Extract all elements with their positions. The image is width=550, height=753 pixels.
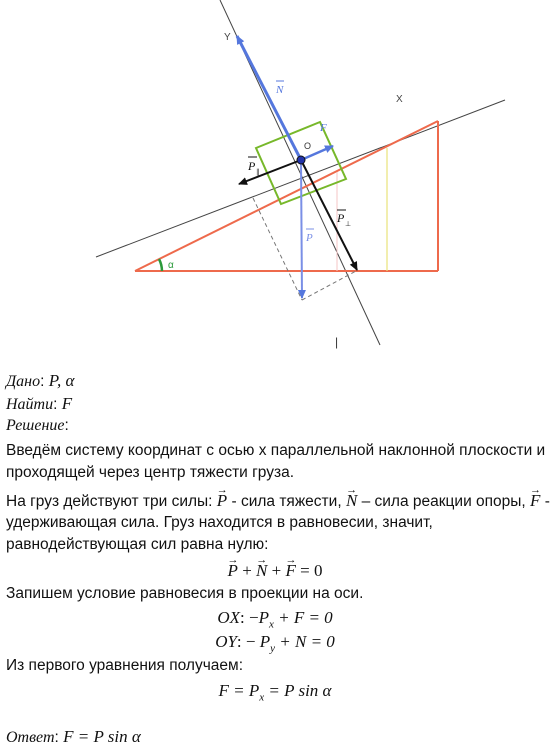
solution-sep: : (64, 417, 69, 434)
dashed-line-2 (302, 271, 356, 300)
given-value: P, α (48, 371, 75, 390)
answer-value: F = P sin α (63, 727, 141, 746)
eq-rest: = 0 (295, 561, 323, 580)
ox-rest: + F = 0 (273, 608, 333, 627)
vec-p: → P (217, 491, 227, 511)
first-eq-intro: Из первого уравнения получаем: (6, 657, 244, 674)
para2-a: На груз действуют три силы: (6, 493, 217, 510)
eq-plus2: + (267, 561, 286, 580)
angle-label: α (168, 260, 174, 271)
para2-line3: равнодействующая сил равна нулю: (6, 536, 269, 553)
weight-label: P (306, 232, 313, 244)
para2-b: - сила тяжести, (227, 493, 346, 510)
p-par-sub-label: ∥ (256, 168, 260, 176)
equation-vector-sum (0, 561, 550, 581)
tick-label: | (335, 335, 339, 349)
normal-vector (237, 36, 301, 160)
find-line (6, 394, 72, 415)
ox-p: P (258, 608, 269, 627)
para2-line1 (6, 491, 550, 512)
solution-line (6, 416, 69, 436)
result-rhs: = P sin α (264, 681, 332, 700)
oy-rest: + N = 0 (275, 632, 335, 651)
find-label: Найти (6, 396, 54, 413)
incline-force-diagram (0, 0, 550, 360)
result-lhs: F = (218, 681, 249, 700)
oy-colon: : − (236, 632, 260, 651)
find-sep: : (53, 396, 62, 413)
para2-line2: удерживающая сила. Груз находится в равновесии, значит, (6, 514, 433, 531)
para1-line1: Введём систему координат с осью x параллельной наклонной плоскости и (6, 442, 546, 459)
given-line (6, 371, 74, 392)
para2-d: - (540, 493, 550, 510)
eq-plus1: + (237, 561, 257, 580)
eq-vec-f: → F (285, 561, 295, 581)
normal-label: N (276, 84, 284, 96)
given-sep: : (40, 373, 49, 390)
answer-line (6, 727, 141, 748)
ox-sub: x (268, 618, 274, 631)
oy-sub: y (270, 642, 276, 655)
given-label: Дано (6, 373, 41, 390)
x-axis-label: X (396, 94, 403, 105)
force-label: F (320, 122, 327, 134)
p-perp-label: P (337, 211, 345, 225)
dashed-line-1 (253, 198, 302, 300)
oy-axis: OY (215, 632, 237, 651)
oy-p: P (259, 632, 271, 651)
ox-axis: OX (217, 608, 240, 627)
p-par-label: P (248, 159, 256, 173)
ox-colon: : − (240, 608, 259, 627)
result-p: P (248, 681, 260, 700)
y-axis-label: Y (224, 32, 231, 43)
para2-c: – сила реакции опоры, (357, 493, 531, 510)
vec-n: → N (346, 491, 357, 511)
equation-ox (0, 608, 550, 634)
p-perp-vector (301, 160, 357, 270)
find-value: F (61, 394, 73, 413)
answer-label: Ответ (6, 729, 55, 746)
eq-vec-p: → P (228, 561, 238, 581)
para1-line2: проходящей через центр тяжести груза. (6, 464, 295, 481)
center-point (297, 156, 305, 164)
answer-sep: : (54, 729, 64, 746)
equation-oy (0, 632, 550, 658)
angle-arc (159, 259, 162, 271)
center-label: O (304, 141, 312, 151)
p-perp-sub-label: ⊥ (345, 220, 352, 228)
projection-intro: Запишем условие равновесия в проекции на оси. (6, 585, 364, 602)
result-sub: x (259, 691, 265, 704)
solution-label: Решение (6, 417, 65, 434)
eq-vec-n: → N (256, 561, 267, 581)
weight-vector (301, 160, 302, 298)
equation-result (0, 681, 550, 707)
vec-f: → F (530, 491, 540, 511)
